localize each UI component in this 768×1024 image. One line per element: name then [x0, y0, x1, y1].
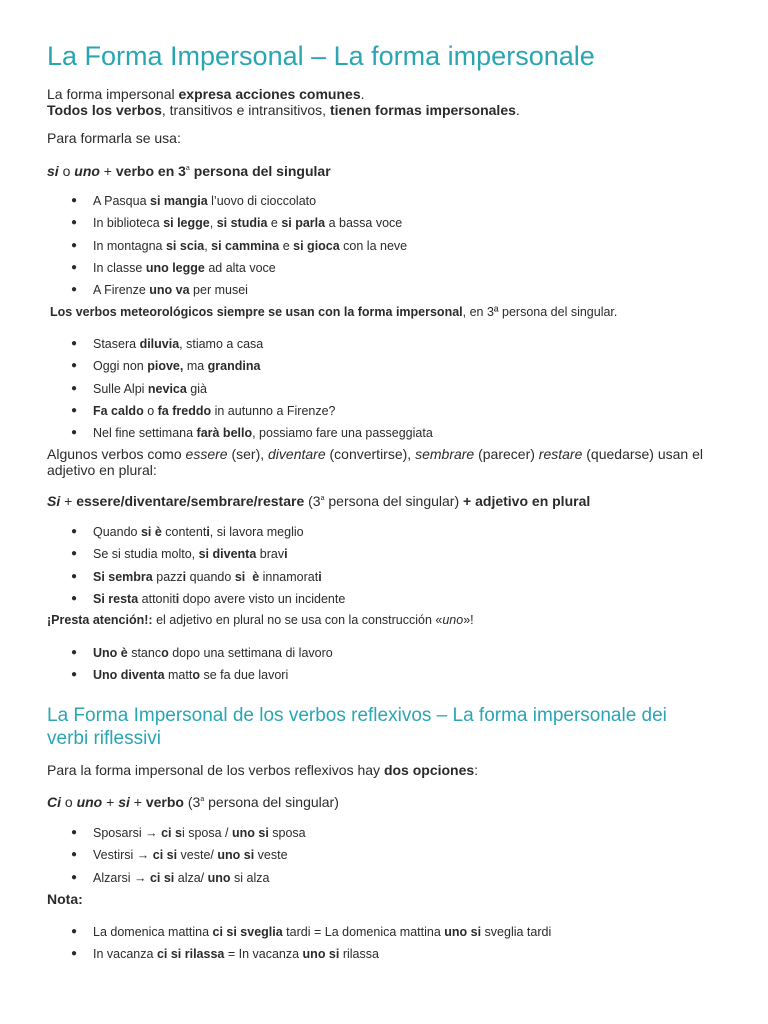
- text: el adjetivo en plural no se usa con la construcción «: [152, 613, 443, 627]
- text: quando: [186, 569, 235, 584]
- text: brav: [256, 547, 285, 562]
- bullet-icon: ●: [71, 548, 78, 560]
- bold-text: o: [161, 646, 169, 660]
- text: dopo avere visto un incidente: [179, 591, 346, 606]
- text: già: [186, 381, 207, 396]
- text: Stasera: [93, 337, 140, 351]
- bold-text: Nota:: [47, 891, 83, 907]
- text: +: [129, 794, 146, 810]
- superscript: a: [185, 165, 190, 172]
- bullet-icon: ●: [71, 669, 78, 681]
- text: (3: [304, 493, 321, 509]
- text: rilassa: [339, 947, 379, 962]
- bold-text: è: [252, 569, 260, 584]
- text: , transitivos e intransitivos,: [161, 102, 330, 118]
- bold-text: i: [318, 569, 322, 584]
- bullet-icon: ●: [71, 427, 78, 439]
- text: pazz: [152, 569, 183, 584]
- text: ma: [183, 359, 208, 374]
- bold-text: diluvia: [139, 337, 180, 351]
- bullet-icon: ●: [71, 570, 78, 582]
- bold-text: si gioca: [293, 238, 340, 253]
- text: In montagna: [93, 238, 166, 253]
- bullet-icon: ●: [71, 948, 78, 960]
- text: = In vacanza: [224, 947, 303, 962]
- text: si alza: [230, 870, 270, 885]
- text: .: [360, 86, 365, 102]
- bold-text: persona del singular: [189, 163, 331, 179]
- rule-formula-2: [47, 490, 590, 510]
- bullet-icon: ●: [71, 827, 78, 838]
- text: e: [279, 238, 294, 253]
- text: Oggi non: [93, 359, 148, 374]
- text: Sposarsi →: [93, 826, 162, 840]
- bold-text: dos opciones: [383, 762, 475, 778]
- text: Algunos verbos como: [47, 446, 186, 462]
- bold-text: si parla: [281, 216, 326, 231]
- text: alza/: [174, 870, 208, 885]
- bold-text: i: [182, 569, 187, 584]
- bold-text: Si sembra: [93, 569, 153, 584]
- algunos-line-2: adjetivo en plural:: [47, 462, 157, 478]
- text: Para la forma impersonal de los verbos reflexivos hay: [47, 762, 384, 778]
- text: (3: [183, 794, 201, 810]
- text: sposa: [268, 826, 306, 840]
- bold-text: tienen formas impersonales: [329, 102, 516, 118]
- text: Nel fine settimana: [93, 426, 197, 441]
- text: :: [474, 762, 479, 778]
- bullet-icon: ●: [71, 849, 78, 861]
- bold-text: si studia: [216, 216, 268, 231]
- text: In vacanza: [93, 947, 157, 962]
- bold-text: Uno diventa: [93, 668, 165, 683]
- text: La domenica mattina: [93, 925, 213, 939]
- text: (convertirse),: [325, 446, 416, 462]
- si-text: si: [47, 163, 59, 179]
- bold-text: si: [234, 569, 246, 584]
- bold-text: Fa caldo: [93, 403, 144, 418]
- text: (quedarse) usan el: [582, 446, 704, 462]
- superscript: a: [320, 495, 325, 502]
- bold-text: adjetivo en plural: [475, 493, 591, 509]
- bold-text: +: [463, 493, 476, 509]
- text: o: [61, 794, 77, 810]
- text: ,: [204, 238, 212, 253]
- text: Quando: [93, 525, 141, 539]
- italic-text: diventare: [268, 446, 326, 462]
- text: innamorat: [259, 569, 319, 584]
- text: i sposa /: [181, 826, 232, 840]
- bold-text: essere/diventare/sembrare/restare: [76, 493, 305, 509]
- text: (ser),: [227, 446, 269, 462]
- text: +: [99, 163, 116, 179]
- bold-text: si legge: [163, 216, 210, 231]
- text: La forma impersonal: [47, 86, 179, 102]
- text: matt: [164, 668, 193, 683]
- bold-text: Si resta: [93, 591, 139, 606]
- text: +: [60, 493, 77, 509]
- text: se fa due lavori: [199, 668, 289, 683]
- meteo-note: [50, 303, 617, 321]
- section-heading-reflexivos: La Forma Impersonal de los verbos reflexivos – La forma impersonale dei verbi riflessivi: [47, 705, 667, 749]
- bold-text: i: [206, 525, 210, 539]
- bullet-icon: ●: [71, 526, 78, 537]
- bold-text: ci si sveglia: [212, 925, 283, 939]
- bullet-icon: ●: [71, 926, 78, 937]
- si-text: si: [118, 794, 130, 810]
- bullet-icon: ●: [71, 239, 78, 251]
- bold-text: Los verbos meteorológicos siempre se usan con la forma impersonal: [50, 305, 463, 319]
- bold-text: o: [192, 668, 200, 683]
- bold-text: uno va: [149, 283, 190, 298]
- bold-text: ci s: [161, 826, 182, 840]
- superscript: a: [200, 796, 205, 803]
- para-formarla: Para formarla se usa:: [47, 130, 181, 146]
- bold-text: si diventa: [198, 547, 257, 562]
- bullet-icon: ●: [71, 871, 78, 883]
- text: stanc: [127, 646, 162, 660]
- text: persona del singular): [324, 493, 464, 509]
- bold-text: si scia: [165, 238, 205, 253]
- bold-text: si mangia: [150, 194, 208, 208]
- bold-text: piove,: [147, 359, 184, 374]
- bullet-icon: ●: [71, 647, 78, 658]
- text: e: [267, 216, 282, 231]
- bold-text: i: [175, 591, 180, 606]
- text: , en 3ª persona del singular.: [462, 305, 618, 319]
- bullet-icon: ●: [71, 360, 78, 372]
- italic-text: essere: [185, 446, 228, 462]
- bold-text: Todos los verbos: [47, 102, 162, 118]
- text: (parecer): [474, 446, 539, 462]
- bullet-icon: ●: [71, 261, 78, 273]
- italic-text: uno: [442, 613, 464, 627]
- text: In classe: [93, 260, 146, 275]
- text: l’uovo di cioccolato: [207, 194, 317, 208]
- bold-text: expresa acciones comunes: [178, 86, 361, 102]
- text: persona del singular): [204, 794, 339, 810]
- bullet-icon: ●: [71, 404, 78, 416]
- uno-text: uno: [74, 163, 100, 179]
- reflexivos-intro: [47, 761, 478, 779]
- si-text: Si: [47, 493, 61, 509]
- text: sveglia tardi: [481, 925, 552, 939]
- italic-text: sembrare: [415, 446, 475, 462]
- bold-text: fa freddo: [157, 403, 212, 418]
- text: A Pasqua: [93, 194, 150, 208]
- text: dopo una settimana di lavoro: [168, 646, 333, 660]
- text: content: [161, 525, 207, 539]
- rule-formula-1: [47, 160, 331, 180]
- bold-text: uno si: [217, 848, 255, 863]
- bold-text: uno si: [444, 925, 482, 939]
- bold-text: grandina: [207, 359, 261, 374]
- bold-text: uno legge: [145, 260, 205, 275]
- bold-text: si è: [140, 525, 162, 539]
- text: in autunno a Firenze?: [211, 403, 336, 418]
- bullet-icon: ●: [71, 338, 78, 349]
- bullet-icon: ●: [71, 217, 78, 229]
- text: a bassa voce: [325, 216, 403, 231]
- page-title: La Forma Impersonal – La forma impersonale: [47, 41, 595, 71]
- bullet-icon: ●: [71, 195, 78, 206]
- text: ,: [209, 216, 217, 231]
- text: , possiamo fare una passeggiata: [252, 426, 433, 441]
- bullet-icon: ●: [71, 382, 78, 394]
- bold-text: ci si: [149, 870, 175, 885]
- uno-text: uno: [76, 794, 103, 810]
- italic-text: restare: [538, 446, 583, 462]
- bold-text: si cammina: [211, 238, 280, 253]
- rule-formula-3: [47, 791, 339, 811]
- bold-text: ci si: [152, 848, 178, 863]
- bold-text: verbo en 3: [115, 163, 186, 179]
- text: In biblioteca: [93, 216, 164, 231]
- bold-text: i: [284, 547, 288, 562]
- bold-text: nevica: [147, 381, 187, 396]
- bold-text: farà bello: [196, 426, 253, 441]
- text: o: [143, 403, 158, 418]
- intro-line-2: [47, 101, 520, 119]
- text: »!: [463, 613, 474, 627]
- text: Sulle Alpi: [93, 381, 148, 396]
- bullet-icon: ●: [71, 284, 78, 296]
- text: , si lavora meglio: [209, 525, 304, 539]
- text: attonit: [138, 591, 176, 606]
- bullet-icon: ●: [71, 592, 78, 604]
- text: tardi = La domenica mattina: [282, 925, 445, 939]
- text: o: [58, 163, 75, 179]
- text: veste: [254, 848, 288, 863]
- bold-text: uno si: [231, 826, 269, 840]
- nota-label: [47, 890, 83, 908]
- text: , stiamo a casa: [179, 337, 264, 351]
- text: ad alta voce: [204, 260, 276, 275]
- text: A Firenze: [93, 283, 150, 298]
- bold-text: Uno è: [93, 646, 128, 660]
- bold-text: ci si rilassa: [156, 947, 225, 962]
- text: Vestirsi →: [93, 848, 153, 863]
- bold-text: ¡Presta atención!:: [47, 613, 153, 627]
- bold-text: uno: [207, 870, 231, 885]
- bold-text: verbo: [145, 794, 184, 810]
- bold-text: uno si: [302, 947, 340, 962]
- text: con la neve: [339, 238, 408, 253]
- text: per musei: [189, 283, 248, 298]
- text: .: [515, 102, 520, 118]
- text: +: [102, 794, 119, 810]
- ci-text: Ci: [47, 794, 61, 810]
- text: veste/: [177, 848, 218, 863]
- text: Alzarsi →: [93, 870, 150, 885]
- atencion-note: [47, 611, 474, 629]
- text: Se si studia molto,: [93, 547, 199, 562]
